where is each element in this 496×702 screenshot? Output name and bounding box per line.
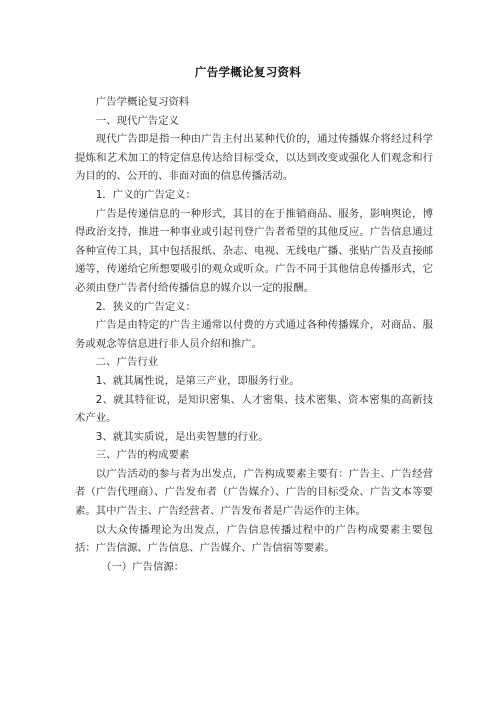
section-heading-1: 一、现代广告定义: [95, 114, 179, 127]
paragraph: 现代广告即是指一种由广告主付出某种代价的，通过传播媒介将经过科学提炼和艺术加工的特定信息传达给目标受众，以达到改变或强化人们观念和行为目的的、公开的、非面对面的信息传播活动。: [75, 133, 433, 183]
list-item: 3、就其实质说，是出卖智慧的行业。: [95, 430, 269, 443]
list-item: 1、就其属性说，是第三产业，即服务行业。: [95, 374, 300, 387]
subsection-heading: 2．狭义的广告定义：: [95, 300, 196, 313]
paragraph-subtitle: 广告学概论复习资料: [95, 96, 190, 108]
section-heading-3: 三、广告的构成要素: [95, 449, 190, 462]
list-item: 2、就其特征说，是知识密集、人才密集、技术密集、资本密集的高新技术产业。: [75, 393, 433, 425]
document-title: 广告学概论复习资料: [194, 65, 302, 79]
subsection-heading: （一）广告信源：: [101, 560, 185, 573]
subsection-heading: 1．广义的广告定义：: [95, 188, 196, 201]
paragraph: 以广告活动的参与者为出发点，广告构成要素主要有：广告主、广告经营者（广告代理商）、广告发布者（广告媒介）、广告的目标受众、广告文本等要素。其中广告主、广告经营者、广告发布者是广告运作的主体。: [75, 467, 433, 518]
document-body: [75, 93, 433, 576]
paragraph: 广告是由特定的广告主通常以付费的方式通过各种传播媒介，对商品、服务或观念等信息进行非人员介绍和推广。: [75, 319, 433, 350]
paragraph: 广告是传递信息的一种形式，其目的在于推销商品、服务，影响舆论，博得政治支持，推进一种事业或引起刊登广告者希望的其他反应。广告信息通过各种宣传工具，其中包括报纸、杂志、电视、无线电广播、张贴广告及直接邮递等，传递给它所想要吸引的观众或听众。广告不同于其他信息传播形式，它必须由登广告者付给传播信息的媒介以一定的报酬。: [75, 207, 433, 294]
paragraph: 以大众传播理论为出发点，广告信息传播过程中的广告构成要素主要包括：广告信源、广告信息、广告媒介、广告信宿等要素。: [75, 523, 433, 555]
section-heading-2: 二、广告行业: [95, 356, 159, 369]
